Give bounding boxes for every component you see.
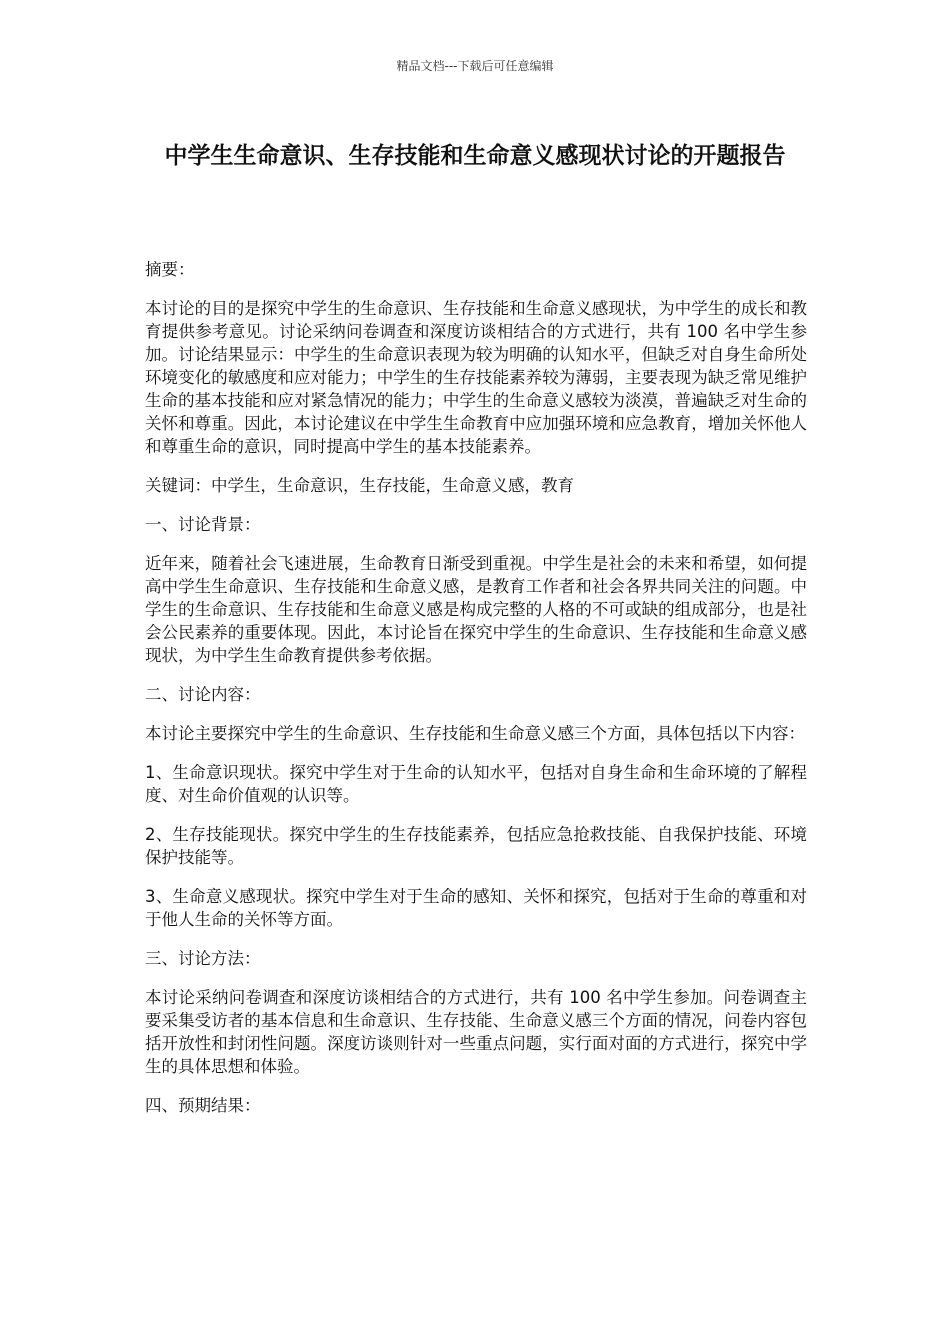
abstract-heading: 摘要： <box>145 260 195 279</box>
section-heading-expected-results: 四、预期结果： <box>145 1096 261 1115</box>
document-title: 中学生生命意识、生存技能和生命意义感现状讨论的开题报告 <box>164 143 786 169</box>
section-heading-method: 三、讨论方法： <box>145 949 261 968</box>
method-paragraph: 本讨论采纳问卷调查和深度访谈相结合的方式进行，共有 100 名中学生参加。问卷调查主要采集受访者的基本信息和生命意识、生存技能、生命意义感三个方面的情况，问卷内容包括开放性和封闭性问题。深度访谈则针对一些重点问题，实行面对面的方式进行，探究中学生的具体思想和体验。 <box>145 988 807 1076</box>
content-item-2: 2、生存技能现状。探究中学生的生存技能素养，包括应急抢救技能、自我保护技能、环境保护技能等。 <box>145 825 807 867</box>
keywords-paragraph: 关键词：中学生，生命意识，生存技能，生命意义感，教育 <box>145 476 574 495</box>
header-note: 精品文档---下载后可任意编辑 <box>396 59 554 73</box>
abstract-paragraph: 本讨论的目的是探究中学生的生命意识、生存技能和生命意义感现状，为中学生的成长和教育提供参考意见。讨论采纳问卷调查和深度访谈相结合的方式进行，共有 100 名中学生参加。讨论结果显示：中学生的生命意识表现为较为明确的认知水平，但缺乏对自身生命所处环境变化的敏感度和应对能力；中学生的生存技能素养较为薄弱，主要表现为缺乏常见维护生命的基本技能和应对紧急情况的能力；中学生的生命意义感较为淡漠，普遍缺乏对生命的关怀和尊重。因此，本讨论建议在中学生生命教育中应加强环境和应急教育，增加关怀他人和尊重生命的意识，同时提高中学生的基本技能素养。 <box>145 299 807 456</box>
content-intro-paragraph: 本讨论主要探究中学生的生命意识、生存技能和生命意义感三个方面，具体包括以下内容： <box>145 724 805 743</box>
content-item-1: 1、生命意识现状。探究中学生对于生命的认知水平，包括对自身生命和生命环境的了解程度、对生命价值观的认识等。 <box>145 763 807 805</box>
section-heading-background: 一、讨论背景： <box>145 515 261 534</box>
section-heading-content: 二、讨论内容： <box>145 685 261 704</box>
document-body <box>145 258 807 1133</box>
background-paragraph: 近年来，随着社会飞速进展，生命教育日渐受到重视。中学生是社会的未来和希望，如何提高中学生生命意识、生存技能和生命意义感，是教育工作者和社会各界共同关注的问题。中学生的生命意识、生存技能和生命意义感是构成完整的人格的不可或缺的组成部分，也是社会公民素养的重要体现。因此，本讨论旨在探究中学生的生命意识、生存技能和生命意义感现状，为中学生生命教育提供参考依据。 <box>145 554 807 665</box>
content-item-3: 3、生命意义感现状。探究中学生对于生命的感知、关怀和探究，包括对于生命的尊重和对于他人生命的关怀等方面。 <box>145 887 807 929</box>
